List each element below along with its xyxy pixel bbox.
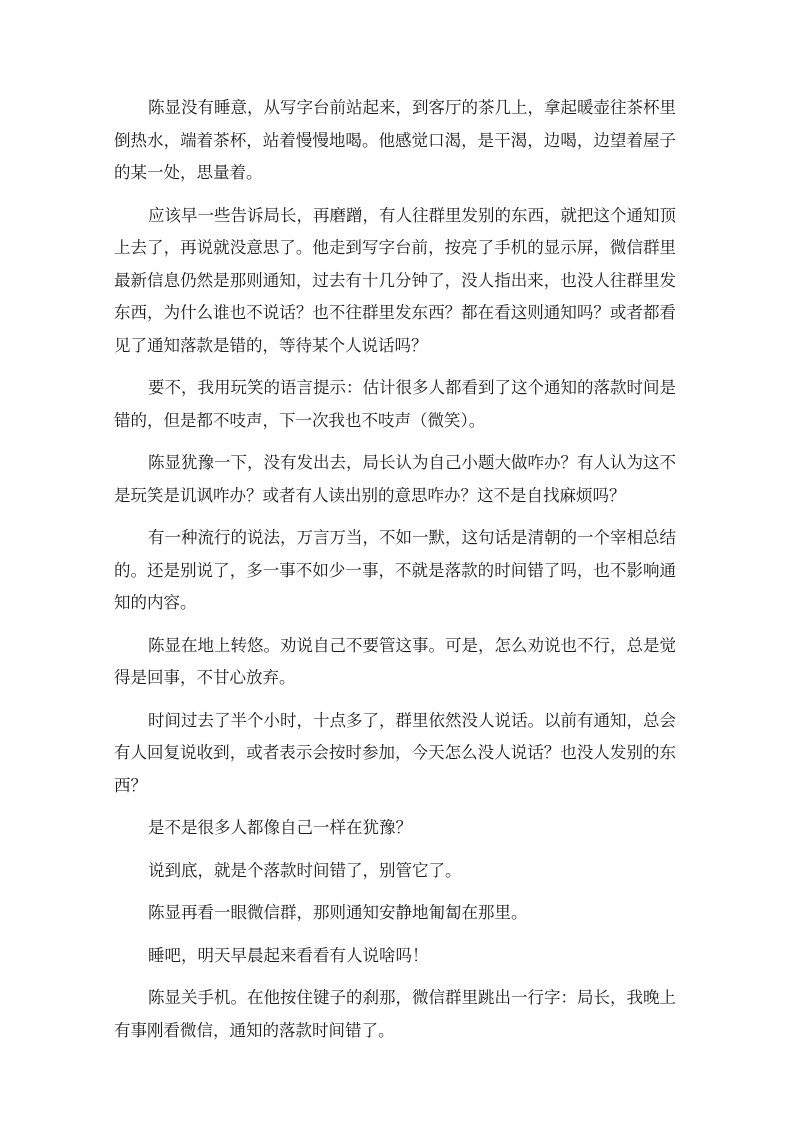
- paragraph-7: 时间过去了半个小时，十点多了，群里依然没人说话。以前有通知，总会有人回复说收到，或者表示会按时参加，今天怎么没人说话？也没人发别的东西？: [114, 710, 676, 795]
- paragraph-3: 要不，我用玩笑的语言提示：估计很多人都看到了这个通知的落款时间是错的，但是都不吱声，下一次我也不吱声（微笑）。: [114, 378, 676, 430]
- paragraph-8: 是不是很多人都像自己一样在犹豫？: [148, 818, 412, 837]
- paragraph-11: 睡吧，明天早晨起来看看有人说啥吗！: [148, 945, 429, 965]
- document-body: [114, 92, 676, 1057]
- paragraph-9: 说到底，就是个落款时间错了，别管它了。: [148, 860, 462, 880]
- paragraph-10: 陈显再看一眼微信群，那则通知安静地匍匐在那里。: [148, 903, 528, 922]
- paragraph-1: 陈显没有睡意，从写字台前站起来，到客厅的茶几上，拿起暖壶往茶杯里倒热水，端着茶杯，站着慢慢地喝。他感觉口渴，是干渴，边喝，边望着屋子的某一处，思量着。: [114, 98, 676, 182]
- paragraph-4: 陈显犹豫一下，没有发出去，局长认为自己小题大做咋办？有人认为这不是玩笑是讥讽咋办？或者有人读出别的意思咋办？这不是自找麻烦吗？: [114, 453, 676, 505]
- paragraph-6: 陈显在地上转悠。劝说自己不要管这事。可是，怎么劝说也不行，总是觉得是回事，不甘心放弃。: [114, 635, 676, 687]
- paragraph-12: 陈显关手机。在他按住键子的刹那，微信群里跳出一行字：局长，我晚上有事刚看微信，通知的落款时间错了。: [114, 988, 676, 1040]
- paragraph-5: 有一种流行的说法，万言万当，不如一默，这句话是清朝的一个宰相总结的。还是别说了，多一事不如少一事，不就是落款的时间错了吗，也不影响通知的内容。: [114, 528, 676, 612]
- paragraph-2: 应该早一些告诉局长，再磨蹭，有人往群里发别的东西，就把这个通知顶上去了，再说就没意思了。他走到写字台前，按亮了手机的显示屏，微信群里最新信息仍然是那则通知，过去有十几分钟了，没人指出来，也没人往群里发东西，为什么谁也不说话？也不往群里发东西？都在看这则通知吗？或者都看见了通知落款是错的，等待某个人说话吗？: [114, 205, 676, 355]
